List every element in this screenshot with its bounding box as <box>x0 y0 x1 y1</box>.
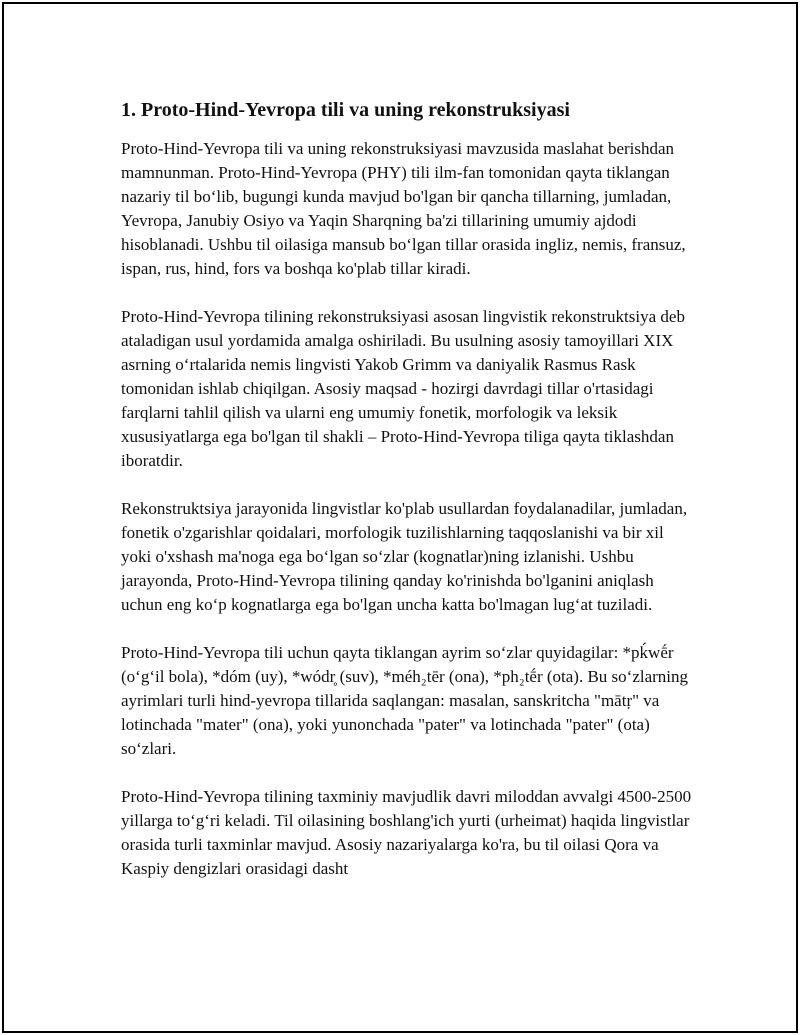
paragraph: Proto-Hind-Yevropa tili va uning rekonstruksiyasi mavzusida maslahat berishdan mamnunman. Proto-Hind-Yevropa (PHY) tili ilm-fan tomonidan qayta tiklangan nazariy til bo‘lib, bugungi kunda mavjud bo'lgan bir qancha tillarning, jumladan, Yevropa, Janubiy Osiyo va Yaqin Sharqning ba'zi tillarining umumiy ajdodi hisoblanadi. Ushbu til oilasiga mansub bo‘lgan tillar orasida ingliz, nemis, fransuz, ispan, rus, hind, fors va boshqa ko'plab tillar kiradi. <box>121 139 686 278</box>
section-heading: 1. Proto-Hind-Yevropa tili va uning rekonstruksiyasi <box>121 99 570 121</box>
document-body <box>121 96 696 905</box>
paragraph: Rekonstruktsiya jarayonida lingvistlar ko'plab usullardan foydalanadilar, jumladan, fonetik o'zgarishlar qoidalari, morfologik tuzilishlarning taqqoslanishi va bir xil yoki o'xshash ma'noga ega bo‘lgan so‘zlar (kognatlar)ning izlanishi. Ushbu jarayonda, Proto-Hind-Yevropa tilining qanday ko'rinishda bo'lganini aniqlash uchun eng ko‘p kognatlarga ega bo'lgan uncha katta bo'lmagan lug‘at tuziladi. <box>121 499 688 614</box>
paragraph: Proto-Hind-Yevropa tili uchun qayta tiklangan ayrim so‘zlar quyidagilar: *pḱwḗr (o‘g‘il bola), *dóm (uy), *wódr̥ (suv), *méh₂tēr (ona), *ph₂tḗr (ota). Bu so‘zlarning ayrimlari turli hind-yevropa tillarida saqlangan: masalan, sanskritcha "mātṛ" va lotinchada "mater" (ona), yoki yunonchada "pater" va lotinchada "pater" (ota) so‘zlari. <box>121 643 689 758</box>
page-frame <box>2 2 798 1033</box>
paragraph: Proto-Hind-Yevropa tilining rekonstruksiyasi asosan lingvistik rekonstruktsiya deb ataladigan usul yordamida amalga oshiriladi. Bu usulning asosiy tamoyillari XIX asrning o‘rtalarida nemis lingvisti Yakob Grimm va daniyalik Rasmus Rask tomonidan ishlab chiqilgan. Asosiy maqsad - hozirgi davrdagi tillar o'rtasidagi farqlarni tahlil qilish va ularni eng umumiy fonetik, morfologik va leksik xususiyatlarga ega bo'lgan til shakli – Proto-Hind-Yevropa tiliga qayta tiklashdan iboratdir. <box>121 307 685 470</box>
paragraph: Proto-Hind-Yevropa tilining taxminiy mavjudlik davri miloddan avvalgi 4500-2500 yillarga to‘g‘ri keladi. Til oilasining boshlang'ich yurti (urheimat) haqida lingvistlar orasida turli taxminlar mavjud. Asosiy nazariyalarga ko'ra, bu til oilasi Qora va Kaspiy dengizlari orasidagi dasht <box>121 787 692 878</box>
